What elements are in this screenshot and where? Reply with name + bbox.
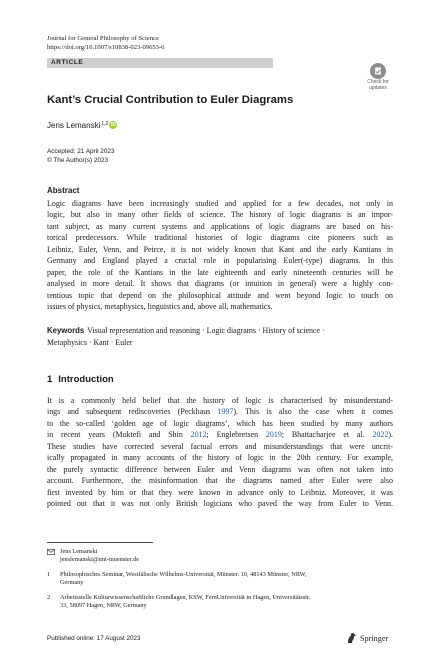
contact-footnote — [47, 548, 393, 565]
citation-link[interactable]: 1997 — [217, 407, 234, 417]
article-title: Kant’s Crucial Contribution to Euler Diagrams — [47, 94, 294, 106]
text-run: ically propagated in many accounts of the history of logic in the 20th century. For example, — [47, 453, 393, 463]
affiliation-line: Germany — [60, 579, 84, 587]
citation-link[interactable]: 2012 — [190, 430, 207, 440]
text-run: These studies have corrected several factual errors and misunderstandings that were uncrit- — [47, 441, 393, 451]
abstract-line: Germany and England played a crucial role in popularising Euler(-type) diagrams. In this — [47, 256, 393, 266]
article-dates — [47, 147, 115, 165]
abstract-line: tant subject, as many current systems and applications of logic diagrams are based on his- — [47, 221, 393, 231]
affiliation-line: 33, 58097 Hagen, NRW, Germany — [60, 602, 147, 610]
abstract-line: logic, but also in many other fields of science. The history of logic diagrams is an impor- — [47, 210, 393, 220]
citation-link[interactable]: 2022 — [372, 430, 389, 440]
journal-name: Journal for General Philosophy of Science — [47, 35, 159, 42]
introduction-line — [47, 475, 393, 486]
author-affiliation-marks: 1,2 — [101, 121, 109, 127]
text-run: to the so-called ‘golden age of logic diagrams’, which has been studied by many authors — [47, 418, 393, 428]
text-run: account. Furthermore, the misinformation that the diagrams named after Euler were also — [47, 476, 393, 486]
footnote-mark: 2 — [47, 593, 51, 601]
check-for-updates-icon — [370, 63, 386, 79]
springer-horse-icon — [346, 632, 357, 644]
introduction-line — [47, 429, 393, 440]
keywords-label: Keywords — [47, 326, 85, 335]
publisher-logo[interactable] — [346, 632, 388, 644]
article-type-label: ARTICLE — [47, 58, 273, 68]
section-heading-introduction — [47, 374, 120, 385]
text-run: the purely syntactic difference between Euler and Venn diagrams was often not taken into — [47, 464, 393, 474]
footnotes — [47, 548, 393, 616]
introduction-body — [47, 395, 393, 510]
introduction-line — [47, 418, 393, 429]
footnote-rule — [47, 542, 153, 543]
introduction-line — [47, 487, 393, 498]
author-name[interactable]: Jens Lemanski — [47, 121, 101, 130]
abstract-line: issues of physics, metaphysics, linguistics and, above all, mathematics. — [47, 302, 273, 312]
copyright-line: © The Author(s) 2023 — [47, 157, 109, 164]
text-run: ; Bhattacharjee et al. — [281, 430, 373, 440]
published-online-date: Published online: 17 August 2023 — [47, 635, 141, 642]
text-run: ). This is also the case when it comes — [233, 407, 393, 417]
text-run: ings and subsequent rediscoveries (Peckhaus — [47, 407, 218, 417]
abstract-line: tentious topic that depend on the philosophical attitude and went beyond logic to touch on — [47, 290, 393, 300]
keywords-block — [47, 325, 393, 348]
keywords-line1: Visual representation and reasoning · Logic diagrams · History of science · — [87, 326, 325, 335]
section-title: Introduction — [58, 374, 114, 385]
orcid-icon[interactable]: iD — [110, 122, 116, 128]
abstract-line: torical predecessors. While traditional histories of logic diagrams cite pioneers such as — [47, 233, 393, 243]
abstract-line: paper, the role of the Kantians in the late eighteenth and early nineteenth centuries will be — [47, 267, 393, 277]
introduction-line — [47, 441, 393, 452]
introduction-line — [47, 406, 393, 417]
citation-link[interactable]: 2019 — [265, 430, 282, 440]
abstract-line: Logic diagrams have been increasingly studied and applied for a few decades, not only in — [47, 199, 393, 208]
doi-link[interactable]: https://doi.org/10.1007/s10838-023-09653-6 — [47, 44, 165, 51]
abstract-heading: Abstract — [47, 186, 80, 195]
introduction-line — [47, 498, 393, 509]
text-run: It is a commonly held belief that the history of logic is characterised by misunderstand- — [47, 396, 393, 405]
abstract-line: Leibniz, Euler, Venn, and Peirce, it is not widely known that Kant and the early Kantians in — [47, 244, 393, 254]
journal-header — [47, 34, 164, 52]
affiliation-footnote-2 — [47, 594, 393, 611]
check-for-updates-badge[interactable] — [364, 63, 392, 92]
introduction-line — [47, 464, 393, 475]
publisher-name: Springer — [360, 633, 389, 643]
author-line — [47, 121, 117, 130]
badge-line1: Check for — [367, 79, 389, 85]
section-number: 1 — [47, 374, 53, 385]
affiliation-line: Philosophisches Seminar, Westfälische Wilhelms-Universität, Münster. 10, 48143 Münster, NRW, — [60, 570, 307, 578]
text-run: pointed out that it was not only British logicians who paved the way from Euler to Venn. — [47, 499, 393, 509]
envelope-icon — [47, 549, 55, 555]
introduction-line — [47, 452, 393, 463]
keywords-line2: Metaphysics · Kant · Euler — [47, 337, 133, 347]
introduction-line — [47, 395, 393, 406]
affiliation-line: Arbeitsstelle Kulturwissenschaftliche Grundlagen, KSW, FernUniversität in Hagen, Universitätsstr. — [60, 593, 311, 601]
contact-email[interactable]: jenslemanski@uni-muenster.de — [60, 556, 140, 564]
badge-line2: updates — [369, 84, 387, 91]
affiliation-footnote-1 — [47, 571, 393, 588]
text-run: ). — [388, 430, 393, 440]
text-run: in recent years (Moktefi and Shin — [47, 430, 191, 440]
footnote-mark: 1 — [47, 570, 51, 578]
text-run: ; Englebretsen — [206, 430, 266, 440]
contact-name: Jens Lemanski — [60, 548, 98, 555]
accepted-date: Accepted: 21 April 2023 — [47, 148, 115, 155]
abstract-line: analysed in more detail. It shows that diagrams (or intuition in general) were a highly con- — [47, 279, 393, 289]
text-run: first invented by him or that they were known in advance only to Leibniz. Moreover, it was — [47, 487, 393, 497]
abstract-body — [47, 198, 393, 313]
